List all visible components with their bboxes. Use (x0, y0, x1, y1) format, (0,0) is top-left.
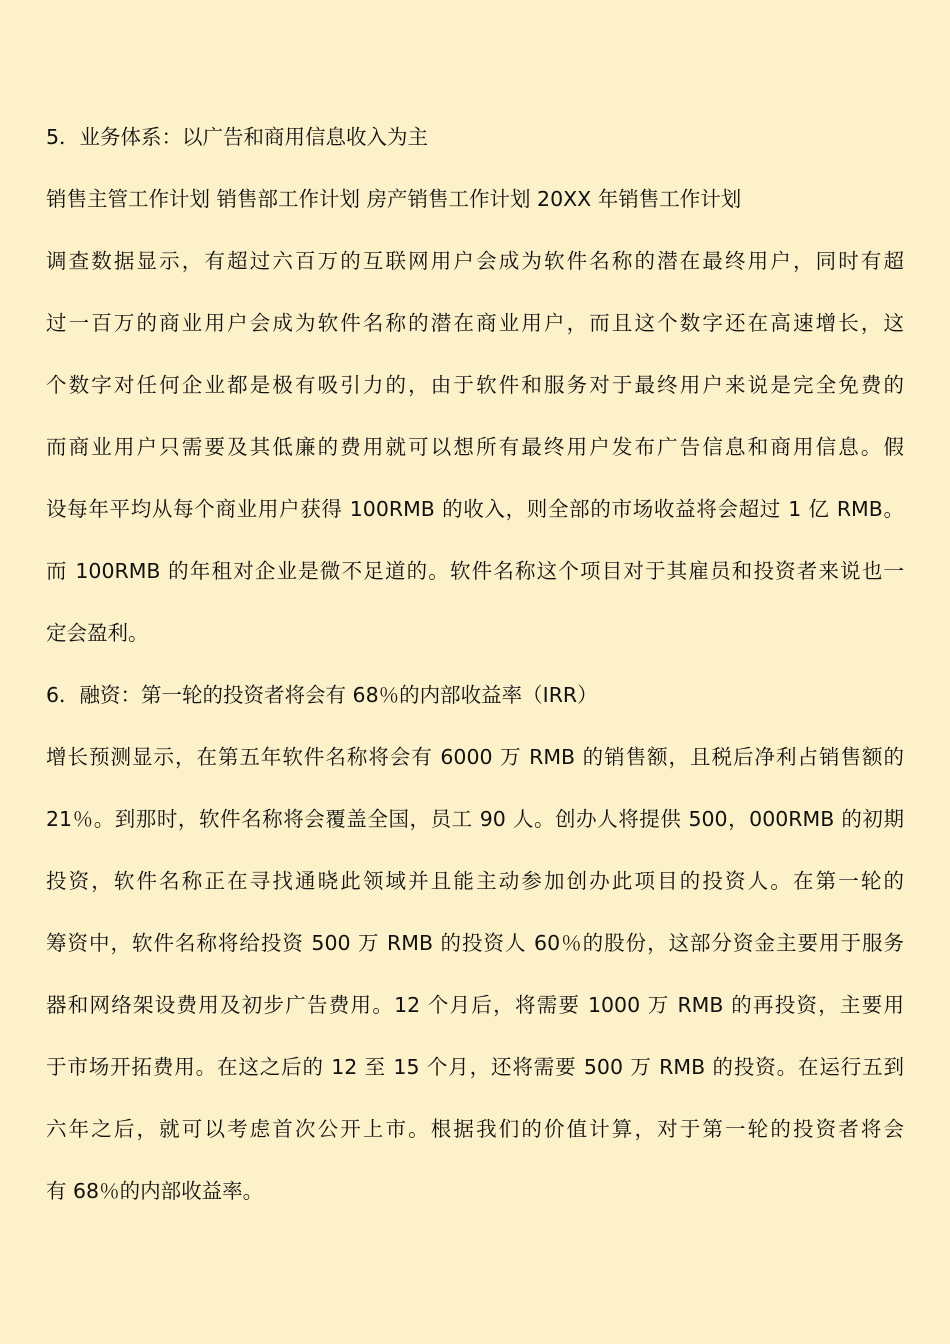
paragraph-line: 六年之后，就可以考虑首次公开上市。根据我们的价值计算，对于第一轮的投资者将会 (46, 1117, 904, 1141)
paragraph-business-model (46, 230, 904, 664)
paragraph-line: 个数字对任何企业都是极有吸引力的，由于软件和服务对于最终用户来说是完全免费的 (46, 373, 904, 397)
paragraph-line: 增长预测显示，在第五年软件名称将会有 6000 万 RMB 的销售额，且税后净利占销售额的 (46, 745, 904, 769)
section-5-heading: 5．业务体系：以广告和商用信息收入为主 (46, 125, 429, 149)
related-links-line: 销售主管工作计划 销售部工作计划 房产销售工作计划 20XX 年销售工作计划 (46, 187, 742, 211)
document-page (46, 106, 904, 1222)
paragraph-line: 于市场开拓费用。在这之后的 12 至 15 个月，还将需要 500 万 RMB 的投资。在运行五到 (46, 1055, 904, 1079)
paragraph-line: 筹资中，软件名称将给投资 500 万 RMB 的投资人 60％的股份，这部分资金主要用于服务 (46, 931, 904, 955)
paragraph-line: 有 68％的内部收益率。 (46, 1179, 264, 1203)
paragraph-line: 设每年平均从每个商业用户获得 100RMB 的收入，则全部的市场收益将会超过 1 亿 RMB。 (46, 497, 904, 521)
paragraph-line: 21％。到那时，软件名称将会覆盖全国，员工 90 人。创办人将提供 500，000RMB 的初期 (46, 807, 904, 831)
paragraph-line: 定会盈利。 (46, 621, 149, 645)
section-6-heading: 6．融资：第一轮的投资者将会有 68％的内部收益率（IRR） (46, 683, 598, 707)
paragraph-line: 过一百万的商业用户会成为软件名称的潜在商业用户，而且这个数字还在高速增长，这 (46, 311, 904, 335)
paragraph-line: 器和网络架设费用及初步广告费用。12 个月后，将需要 1000 万 RMB 的再投资，主要用 (46, 993, 904, 1017)
paragraph-financing (46, 726, 904, 1222)
paragraph-line: 投资，软件名称正在寻找通晓此领域并且能主动参加创办此项目的投资人。在第一轮的 (46, 869, 904, 893)
paragraph-line: 而 100RMB 的年租对企业是微不足道的。软件名称这个项目对于其雇员和投资者来说也一 (46, 559, 904, 583)
paragraph-line: 调查数据显示，有超过六百万的互联网用户会成为软件名称的潜在最终用户，同时有超 (46, 249, 904, 273)
paragraph-line: 而商业用户只需要及其低廉的费用就可以想所有最终用户发布广告信息和商用信息。假 (46, 435, 904, 459)
